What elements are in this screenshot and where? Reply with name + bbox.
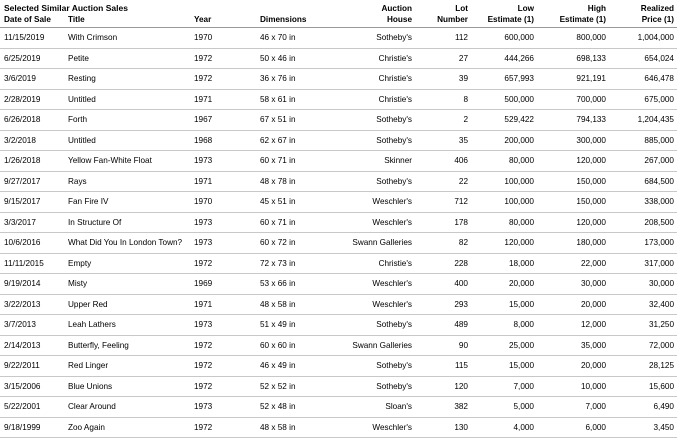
- table-row: [0, 48, 677, 69]
- cell-low-estimate: 20,000: [471, 274, 537, 295]
- cell-realized-price: 72,000: [609, 335, 677, 356]
- table-row: [0, 171, 677, 192]
- cell-year: 1972: [191, 417, 257, 438]
- cell-auction-house: Weschler's: [343, 274, 415, 295]
- cell-realized-price: 1,004,000: [609, 28, 677, 49]
- cell-high-estimate: 150,000: [537, 171, 609, 192]
- cell-date: 3/22/2013: [0, 294, 65, 315]
- cell-high-estimate: 700,000: [537, 89, 609, 110]
- cell-title: Clear Around: [65, 397, 191, 418]
- cell-high-estimate: 6,000: [537, 417, 609, 438]
- table-row: [0, 212, 677, 233]
- cell-high-estimate: 120,000: [537, 212, 609, 233]
- cell-realized-price: 267,000: [609, 151, 677, 172]
- cell-year: 1972: [191, 376, 257, 397]
- cell-high-estimate: 20,000: [537, 294, 609, 315]
- cell-title: Fan Fire IV: [65, 192, 191, 213]
- cell-title: Forth: [65, 110, 191, 131]
- cell-low-estimate: 25,000: [471, 335, 537, 356]
- cell-auction-house: Christie's: [343, 89, 415, 110]
- header-dimensions: Dimensions: [257, 3, 343, 28]
- cell-high-estimate: 10,000: [537, 376, 609, 397]
- cell-realized-price: 173,000: [609, 233, 677, 254]
- cell-high-estimate: 7,000: [537, 397, 609, 418]
- cell-low-estimate: 100,000: [471, 171, 537, 192]
- cell-dimensions: 58 x 61 in: [257, 89, 343, 110]
- table-row: [0, 417, 677, 438]
- cell-dimensions: 62 x 67 in: [257, 130, 343, 151]
- cell-auction-house: Christie's: [343, 253, 415, 274]
- cell-dimensions: 60 x 60 in: [257, 335, 343, 356]
- cell-dimensions: 60 x 71 in: [257, 151, 343, 172]
- cell-lot-number: 712: [415, 192, 471, 213]
- table-row: [0, 253, 677, 274]
- header-realized-price: Realized Price (1): [609, 3, 677, 28]
- cell-low-estimate: 4,000: [471, 417, 537, 438]
- cell-year: 1973: [191, 315, 257, 336]
- cell-date: 9/19/2014: [0, 274, 65, 295]
- cell-auction-house: Sotheby's: [343, 315, 415, 336]
- cell-high-estimate: 120,000: [537, 151, 609, 172]
- table-row: [0, 315, 677, 336]
- cell-dimensions: 36 x 76 in: [257, 69, 343, 90]
- cell-auction-house: Sotheby's: [343, 130, 415, 151]
- header-title: Title: [65, 3, 191, 28]
- table-row: [0, 397, 677, 418]
- cell-realized-price: 15,600: [609, 376, 677, 397]
- cell-title: Red Linger: [65, 356, 191, 377]
- cell-low-estimate: 120,000: [471, 233, 537, 254]
- cell-realized-price: 3,450: [609, 417, 677, 438]
- header-auction-house: Auction House: [343, 3, 415, 28]
- cell-date: 3/2/2018: [0, 130, 65, 151]
- cell-realized-price: 317,000: [609, 253, 677, 274]
- cell-title: Untitled: [65, 89, 191, 110]
- table-row: [0, 89, 677, 110]
- cell-high-estimate: 180,000: [537, 233, 609, 254]
- cell-lot-number: 35: [415, 130, 471, 151]
- cell-high-estimate: 698,133: [537, 48, 609, 69]
- cell-date: 1/26/2018: [0, 151, 65, 172]
- cell-lot-number: 130: [415, 417, 471, 438]
- cell-title: Resting: [65, 69, 191, 90]
- table-row: [0, 151, 677, 172]
- cell-realized-price: 30,000: [609, 274, 677, 295]
- cell-date: 2/28/2019: [0, 89, 65, 110]
- header-lot-number: Lot Number: [415, 3, 471, 28]
- cell-dimensions: 48 x 78 in: [257, 171, 343, 192]
- cell-dimensions: 52 x 48 in: [257, 397, 343, 418]
- cell-dimensions: 72 x 73 in: [257, 253, 343, 274]
- cell-lot-number: 293: [415, 294, 471, 315]
- cell-title: Empty: [65, 253, 191, 274]
- cell-high-estimate: 794,133: [537, 110, 609, 131]
- table-row: [0, 294, 677, 315]
- cell-auction-house: Swann Galleries: [343, 335, 415, 356]
- cell-lot-number: 90: [415, 335, 471, 356]
- cell-auction-house: Weschler's: [343, 192, 415, 213]
- cell-title: Misty: [65, 274, 191, 295]
- table-row: [0, 233, 677, 254]
- table-row: [0, 69, 677, 90]
- cell-auction-house: Weschler's: [343, 417, 415, 438]
- cell-high-estimate: 921,191: [537, 69, 609, 90]
- cell-auction-house: Weschler's: [343, 212, 415, 233]
- cell-dimensions: 51 x 49 in: [257, 315, 343, 336]
- cell-year: 1973: [191, 397, 257, 418]
- cell-lot-number: 120: [415, 376, 471, 397]
- cell-date: 3/3/2017: [0, 212, 65, 233]
- table-body: [0, 28, 677, 438]
- cell-high-estimate: 20,000: [537, 356, 609, 377]
- cell-lot-number: 82: [415, 233, 471, 254]
- cell-dimensions: 50 x 46 in: [257, 48, 343, 69]
- cell-year: 1968: [191, 130, 257, 151]
- cell-year: 1970: [191, 192, 257, 213]
- cell-low-estimate: 18,000: [471, 253, 537, 274]
- cell-year: 1971: [191, 89, 257, 110]
- cell-lot-number: 178: [415, 212, 471, 233]
- cell-year: 1969: [191, 274, 257, 295]
- cell-dimensions: 60 x 71 in: [257, 212, 343, 233]
- cell-year: 1972: [191, 253, 257, 274]
- cell-realized-price: 684,500: [609, 171, 677, 192]
- section-title: Selected Similar Auction Sales: [4, 3, 128, 13]
- cell-title: With Crimson: [65, 28, 191, 49]
- cell-date: 9/27/2017: [0, 171, 65, 192]
- cell-high-estimate: 150,000: [537, 192, 609, 213]
- cell-dimensions: 46 x 70 in: [257, 28, 343, 49]
- cell-title: In Structure Of: [65, 212, 191, 233]
- cell-lot-number: 112: [415, 28, 471, 49]
- auction-sales-table: [0, 3, 677, 438]
- cell-lot-number: 27: [415, 48, 471, 69]
- cell-year: 1967: [191, 110, 257, 131]
- cell-date: 3/15/2006: [0, 376, 65, 397]
- cell-low-estimate: 444,266: [471, 48, 537, 69]
- header-low-estimate: Low Estimate (1): [471, 3, 537, 28]
- cell-low-estimate: 15,000: [471, 356, 537, 377]
- cell-lot-number: 400: [415, 274, 471, 295]
- table-row: [0, 28, 677, 49]
- cell-year: 1972: [191, 356, 257, 377]
- cell-date: 3/6/2019: [0, 69, 65, 90]
- cell-auction-house: Sotheby's: [343, 376, 415, 397]
- header-date-of-sale: Date of Sale: [0, 3, 65, 28]
- cell-year: 1971: [191, 294, 257, 315]
- cell-low-estimate: 80,000: [471, 151, 537, 172]
- cell-auction-house: Weschler's: [343, 294, 415, 315]
- cell-high-estimate: 12,000: [537, 315, 609, 336]
- cell-dimensions: 67 x 51 in: [257, 110, 343, 131]
- cell-high-estimate: 800,000: [537, 28, 609, 49]
- cell-lot-number: 22: [415, 171, 471, 192]
- table-row: [0, 130, 677, 151]
- cell-realized-price: 208,500: [609, 212, 677, 233]
- cell-low-estimate: 500,000: [471, 89, 537, 110]
- cell-date: 11/15/2019: [0, 28, 65, 49]
- cell-date: 5/22/2001: [0, 397, 65, 418]
- cell-lot-number: 8: [415, 89, 471, 110]
- cell-year: 1972: [191, 48, 257, 69]
- cell-realized-price: 1,204,435: [609, 110, 677, 131]
- cell-lot-number: 2: [415, 110, 471, 131]
- cell-year: 1973: [191, 233, 257, 254]
- cell-lot-number: 228: [415, 253, 471, 274]
- cell-auction-house: Sotheby's: [343, 28, 415, 49]
- cell-high-estimate: 300,000: [537, 130, 609, 151]
- table-row: [0, 376, 677, 397]
- cell-date: 9/22/2011: [0, 356, 65, 377]
- cell-realized-price: 6,490: [609, 397, 677, 418]
- cell-title: Leah Lathers: [65, 315, 191, 336]
- table-row: [0, 356, 677, 377]
- cell-low-estimate: 8,000: [471, 315, 537, 336]
- cell-title: Blue Unions: [65, 376, 191, 397]
- cell-realized-price: 338,000: [609, 192, 677, 213]
- cell-year: 1973: [191, 151, 257, 172]
- cell-lot-number: 382: [415, 397, 471, 418]
- cell-auction-house: Christie's: [343, 69, 415, 90]
- cell-low-estimate: 7,000: [471, 376, 537, 397]
- cell-dimensions: 46 x 49 in: [257, 356, 343, 377]
- cell-realized-price: 646,478: [609, 69, 677, 90]
- cell-date: 6/26/2018: [0, 110, 65, 131]
- cell-low-estimate: 657,993: [471, 69, 537, 90]
- cell-lot-number: 489: [415, 315, 471, 336]
- cell-year: 1971: [191, 171, 257, 192]
- cell-date: 10/6/2016: [0, 233, 65, 254]
- cell-auction-house: Sotheby's: [343, 110, 415, 131]
- table-row: [0, 335, 677, 356]
- cell-lot-number: 39: [415, 69, 471, 90]
- cell-realized-price: 885,000: [609, 130, 677, 151]
- cell-year: 1973: [191, 212, 257, 233]
- cell-title: Yellow Fan-White Float: [65, 151, 191, 172]
- cell-date: 9/15/2017: [0, 192, 65, 213]
- cell-high-estimate: 30,000: [537, 274, 609, 295]
- cell-title: Untitled: [65, 130, 191, 151]
- cell-low-estimate: 100,000: [471, 192, 537, 213]
- cell-dimensions: 53 x 66 in: [257, 274, 343, 295]
- cell-auction-house: Christie's: [343, 48, 415, 69]
- cell-lot-number: 406: [415, 151, 471, 172]
- cell-realized-price: 28,125: [609, 356, 677, 377]
- cell-title: Petite: [65, 48, 191, 69]
- cell-date: 2/14/2013: [0, 335, 65, 356]
- cell-dimensions: 45 x 51 in: [257, 192, 343, 213]
- cell-realized-price: 654,024: [609, 48, 677, 69]
- cell-realized-price: 675,000: [609, 89, 677, 110]
- cell-low-estimate: 80,000: [471, 212, 537, 233]
- cell-lot-number: 115: [415, 356, 471, 377]
- cell-high-estimate: 35,000: [537, 335, 609, 356]
- cell-low-estimate: 529,422: [471, 110, 537, 131]
- cell-date: 3/7/2013: [0, 315, 65, 336]
- cell-year: 1972: [191, 69, 257, 90]
- cell-high-estimate: 22,000: [537, 253, 609, 274]
- cell-low-estimate: 600,000: [471, 28, 537, 49]
- cell-title: Rays: [65, 171, 191, 192]
- cell-year: 1972: [191, 335, 257, 356]
- cell-year: 1970: [191, 28, 257, 49]
- table-row: [0, 274, 677, 295]
- cell-low-estimate: 200,000: [471, 130, 537, 151]
- cell-auction-house: Sloan's: [343, 397, 415, 418]
- table-row: [0, 110, 677, 131]
- table-row: [0, 192, 677, 213]
- header-year: Year: [191, 3, 257, 28]
- header-high-estimate: High Estimate (1): [537, 3, 609, 28]
- cell-title: What Did You In London Town?: [65, 233, 191, 254]
- cell-date: 11/11/2015: [0, 253, 65, 274]
- cell-realized-price: 32,400: [609, 294, 677, 315]
- cell-auction-house: Swann Galleries: [343, 233, 415, 254]
- cell-title: Butterfly, Feeling: [65, 335, 191, 356]
- cell-date: 6/25/2019: [0, 48, 65, 69]
- table-header-row: [0, 3, 677, 28]
- cell-auction-house: Skinner: [343, 151, 415, 172]
- cell-dimensions: 52 x 52 in: [257, 376, 343, 397]
- cell-low-estimate: 5,000: [471, 397, 537, 418]
- cell-title: Zoo Again: [65, 417, 191, 438]
- cell-dimensions: 48 x 58 in: [257, 294, 343, 315]
- cell-title: Upper Red: [65, 294, 191, 315]
- cell-auction-house: Sotheby's: [343, 171, 415, 192]
- cell-low-estimate: 15,000: [471, 294, 537, 315]
- cell-realized-price: 31,250: [609, 315, 677, 336]
- cell-dimensions: 48 x 58 in: [257, 417, 343, 438]
- cell-dimensions: 60 x 72 in: [257, 233, 343, 254]
- cell-date: 9/18/1999: [0, 417, 65, 438]
- cell-auction-house: Sotheby's: [343, 356, 415, 377]
